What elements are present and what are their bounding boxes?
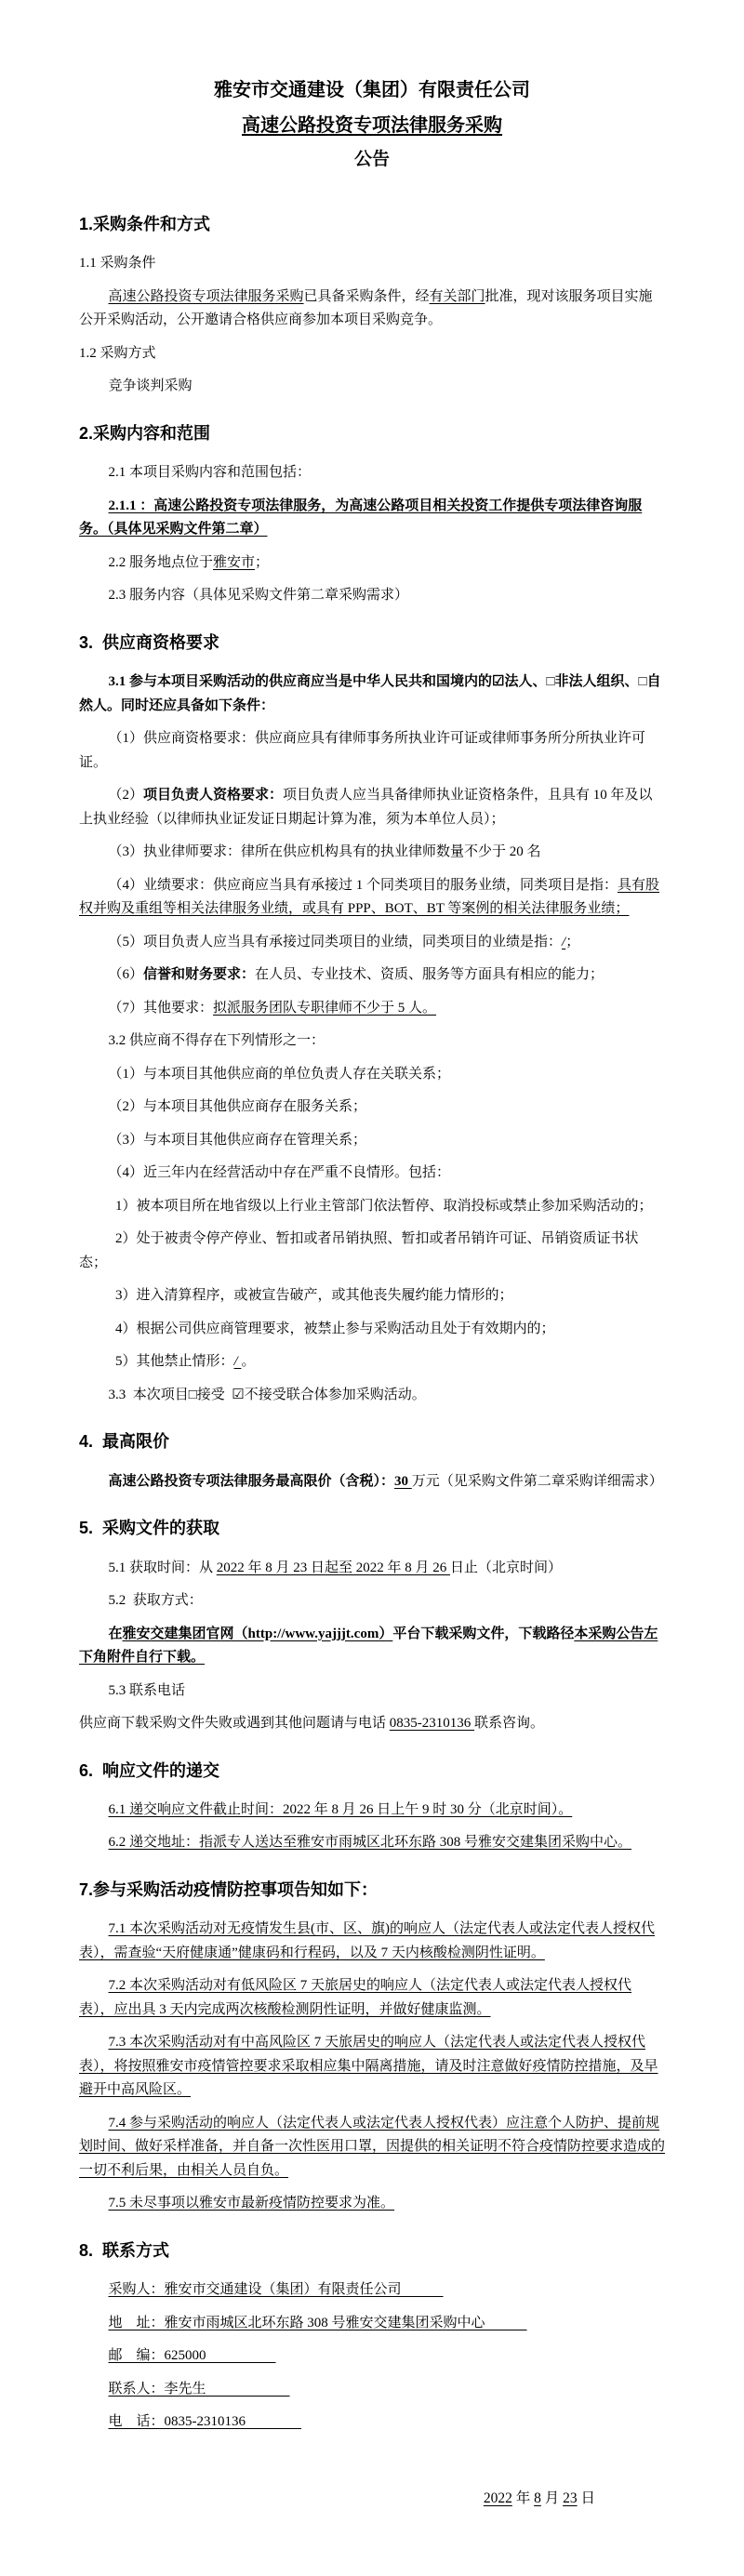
clause-3-2-item1 bbox=[79, 1063, 665, 1087]
text-run: 3. 供应商资格要求 bbox=[79, 632, 220, 652]
text-run: / bbox=[562, 934, 566, 949]
text-run: 拟派服务团队专职律师不少于 5 人。 bbox=[213, 1000, 437, 1016]
clause-3-1-item2 bbox=[79, 784, 665, 831]
contact-person bbox=[79, 2378, 665, 2402]
text-run: 公告 bbox=[353, 150, 390, 169]
clause-1-1-heading bbox=[79, 252, 665, 276]
clause-2-2 bbox=[79, 551, 665, 576]
text-run: 7.1 本次采购活动对无疫情发生县(市、区、旗)的响应人（法定代表人或法定代表人授权代表），需查验“天府健康通”健康码和行程码，以及 7 天内核酸检测阴性证明。 bbox=[79, 1921, 655, 1960]
text-run: 2.1.1 ：高速公路投资专项法律服务，为高速公路项目相关投资工作提供专项法律咨询服务。（具体见采购文件第二章） bbox=[79, 498, 643, 538]
section-3-heading bbox=[79, 632, 665, 654]
text-run: 年 bbox=[512, 2490, 535, 2506]
clause-3-1-item7 bbox=[79, 997, 665, 1021]
text-run: 3.1 参与本项目采购活动的供应商应当是中华人民共和国境内的☑法人、□非法人组织、□自然人。同时还应具备如下条件： bbox=[79, 674, 661, 713]
text-run: 1.2 采购方式 bbox=[79, 345, 156, 361]
clause-7-4 bbox=[79, 2112, 665, 2184]
text-run: 2022 bbox=[483, 2490, 512, 2506]
text-run: （7）其他要求： bbox=[108, 1000, 214, 1016]
text-run: （3）执业律师要求：律所在供应机构具有的执业律师数量不少于 20 名 bbox=[108, 844, 541, 860]
clause-6-2 bbox=[79, 1831, 665, 1855]
clause-6-1 bbox=[79, 1799, 665, 1823]
text-run: 2.2 服务地点位于 bbox=[108, 554, 214, 570]
section-6-heading bbox=[79, 1760, 665, 1782]
text-run: 2.1 本项目采购内容和范围包括： bbox=[108, 465, 312, 481]
clause-4-body bbox=[79, 1470, 665, 1494]
text-run: 高速公路投资专项法律服务采购 bbox=[242, 115, 502, 136]
text-run: 2.采购内容和范围 bbox=[79, 423, 211, 443]
doc-title-line1 bbox=[79, 73, 665, 108]
section-7-heading bbox=[79, 1879, 665, 1901]
text-run: 4）根据公司供应商管理要求，被禁止参与采购活动且处于有效期内的； bbox=[115, 1321, 555, 1336]
text-run: 6.1 递交响应文件截止时间：2022 年 8 月 26 日上午 9 时 30 分（北京时间）。 bbox=[108, 1801, 573, 1817]
text-run: 批准，现对该服务项目实施公开采购活动，公开邀请合格供应商参加本项目采购竞争。 bbox=[79, 288, 653, 328]
clause-3-2 bbox=[79, 1029, 665, 1054]
text-run: （1）与本项目其他供应商的单位负责人存在关联关系； bbox=[108, 1066, 451, 1082]
text-run: 5.1 获取时间：从 bbox=[108, 1560, 217, 1575]
clause-5-3-body bbox=[79, 1712, 665, 1736]
text-run: 5.3 联系电话 bbox=[108, 1682, 186, 1698]
text-run: 邮 编：625000 bbox=[108, 2348, 276, 2364]
contact-address bbox=[79, 2312, 665, 2336]
text-run: 地 址：雅安市雨城区北环东路 308 号雅安交建集团采购中心 bbox=[108, 2315, 527, 2330]
clause-3-1-item1 bbox=[79, 727, 665, 775]
text-run: 2.3 服务内容（具体见采购文件第二章采购需求） bbox=[108, 588, 409, 604]
doc-date bbox=[79, 2487, 665, 2511]
text-run: 雅安市 bbox=[213, 554, 256, 570]
clause-3-3 bbox=[79, 1384, 665, 1408]
text-run: 7.3 本次采购活动对有中高风险区 7 天旅居史的响应人（法定代表人或法定代表人授权代表），将按照雅安市疫情管控要求采取相应集中隔离措施，请及时注意做好疫情防控措施，及早避开中高风险区。 bbox=[79, 2035, 658, 2098]
section-2-heading bbox=[79, 423, 665, 445]
text-run: 竞争谈判采购 bbox=[108, 378, 193, 394]
text-run: 3）进入清算程序，或被宣告破产，或其他丧失履约能力情形的； bbox=[115, 1288, 513, 1304]
clause-7-5 bbox=[79, 2192, 665, 2216]
clause-5-2-heading bbox=[79, 1589, 665, 1613]
text-run: （6） bbox=[108, 967, 144, 983]
text-run: 8. 联系方式 bbox=[79, 2240, 170, 2260]
text-run: 3.3 本次项目□接受 ☑不接受联合体参加采购活动。 bbox=[108, 1387, 426, 1402]
clause-3-2-item4 bbox=[79, 1162, 665, 1186]
text-run: 万元（见采购文件第二章采购详细需求） bbox=[411, 1473, 663, 1489]
text-run: 1）被本项目所在地省级以上行业主管部门依法暂停、取消投标或禁止参加采购活动的； bbox=[115, 1198, 653, 1214]
text-run: 联系咨询。 bbox=[474, 1716, 545, 1732]
clause-3-2-item4-sub3 bbox=[79, 1284, 665, 1308]
text-run: 5. 采购文件的获取 bbox=[79, 1519, 220, 1538]
clause-3-2-item2 bbox=[79, 1095, 665, 1120]
clause-1-2-heading bbox=[79, 342, 665, 366]
text-run: （2） bbox=[108, 788, 144, 803]
clause-3-1-item4 bbox=[79, 874, 665, 922]
clause-5-3-heading bbox=[79, 1680, 665, 1704]
text-run: （4）业绩要求：供应商应当具有承接过 1 个同类项目的服务业绩，同类项目是指： bbox=[108, 877, 618, 893]
clause-3-1-item5 bbox=[79, 931, 665, 955]
text-run: （3）与本项目其他供应商存在管理关系； bbox=[108, 1132, 367, 1148]
clause-5-1 bbox=[79, 1557, 665, 1581]
clause-3-2-item4-sub1 bbox=[79, 1195, 665, 1219]
contact-phone bbox=[79, 2410, 665, 2435]
clause-3-1 bbox=[79, 671, 665, 718]
clause-1-2-body bbox=[79, 375, 665, 399]
section-4-heading bbox=[79, 1431, 665, 1453]
text-run: 联系人：李先生 bbox=[108, 2381, 290, 2397]
text-run: （2）与本项目其他供应商存在服务关系； bbox=[108, 1099, 367, 1115]
text-run: 1.采购条件和方式 bbox=[79, 215, 211, 234]
clause-2-3 bbox=[79, 584, 665, 608]
clause-7-3 bbox=[79, 2031, 665, 2103]
text-run: 信誉和财务要求： bbox=[143, 967, 256, 983]
clause-3-2-item3 bbox=[79, 1129, 665, 1153]
text-run: 高速公路投资专项法律服务采购 bbox=[108, 288, 304, 304]
clause-3-2-item4-sub5 bbox=[79, 1350, 665, 1374]
clause-2-1 bbox=[79, 461, 665, 485]
text-run: （4）近三年内在经营活动中存在严重不良情形。包括： bbox=[108, 1165, 451, 1181]
doc-title-line2 bbox=[79, 108, 665, 143]
text-run: 采购人：雅安市交通建设（集团）有限责任公司 bbox=[108, 2282, 444, 2298]
clause-3-2-item4-sub2 bbox=[79, 1228, 665, 1275]
text-run: 项目负责人应当具备律师执业证资格条件，且具有 10 年及以上执业经验（以律师执业证发证日期起计算为准，须为本单位人员）； bbox=[79, 788, 653, 827]
text-run: 2022 年 8 月 23 日起至 2022 年 8 月 26 bbox=[216, 1560, 451, 1575]
text-run: 日 bbox=[577, 2490, 595, 2506]
contact-purchaser bbox=[79, 2278, 665, 2303]
text-run: 平台下载采购文件，下载路径 bbox=[392, 1626, 575, 1641]
text-run: 在人员、专业技术、资质、服务等方面具有相应的能力； bbox=[255, 967, 604, 983]
text-run: 0835-2310136 bbox=[389, 1716, 475, 1732]
text-run: 雅安市交通建设（集团）有限责任公司 bbox=[214, 80, 530, 100]
text-run: 。 bbox=[241, 1354, 256, 1370]
text-run: / bbox=[233, 1354, 242, 1370]
text-run: 雅安交建集团官网（http://www.yajjjt.com） bbox=[122, 1626, 393, 1641]
text-run: 5.2 获取方式： bbox=[108, 1593, 203, 1609]
text-run: 已具备采购条件，经 bbox=[303, 288, 430, 304]
text-run: 7.2 本次采购活动对有低风险区 7 天旅居史的响应人（法定代表人或法定代表人授权代表），应出具 3 天内完成两次核酸检测阴性证明，并做好健康监测。 bbox=[79, 1978, 632, 2017]
clause-7-2 bbox=[79, 1974, 665, 2022]
text-run: 具有股权并购及重组等相关法律服务业绩，或具有 PPP、BOT、BT 等案例的相关法律服务业绩； bbox=[79, 877, 660, 917]
text-run: 30 bbox=[394, 1473, 412, 1489]
clause-3-2-item4-sub4 bbox=[79, 1318, 665, 1342]
section-5-heading bbox=[79, 1518, 665, 1539]
doc-title-line3 bbox=[79, 143, 665, 177]
clause-5-2-body bbox=[79, 1623, 665, 1670]
text-run: 6.2 递交地址：指派专人送达至雅安市雨城区北环东路 308 号雅安交建集团采购中心。 bbox=[108, 1835, 632, 1851]
text-run: 在 bbox=[108, 1626, 123, 1641]
text-run: 3.2 供应商不得存在下列情形之一： bbox=[108, 1033, 326, 1049]
text-run: 月 bbox=[540, 2490, 564, 2506]
text-run: 电 话：0835-2310136 bbox=[108, 2414, 301, 2430]
clause-3-1-item6 bbox=[79, 963, 665, 988]
text-run: 高速公路投资专项法律服务最高限价（含税）： bbox=[108, 1473, 395, 1489]
text-run: 7.参与采购活动疫情防控事项告知如下： bbox=[79, 1879, 379, 1899]
text-run: 23 bbox=[563, 2490, 578, 2506]
contact-zip bbox=[79, 2344, 665, 2369]
text-run: 项目负责人资格要求： bbox=[143, 788, 284, 803]
text-run: ； bbox=[255, 554, 270, 570]
text-run: 有关部门 bbox=[429, 288, 485, 304]
text-run: （1）供应商资格要求：供应商应具有律师事务所执业许可证或律师事务所分所执业许可证。 bbox=[79, 731, 646, 770]
section-8-heading bbox=[79, 2240, 665, 2262]
text-run: 7.4 参与采购活动的响应人（法定代表人或法定代表人授权代表）应注意个人防护、提前规划时间、做好采样准备，并自备一次性医用口罩，因提供的相关证明不符合疫情防控要求造成的一切不利后果，由相关人员自负。 bbox=[79, 2115, 666, 2178]
text-run: （5）项目负责人应当具有承接过同类项目的业绩，同类项目的业绩是指： bbox=[108, 934, 563, 949]
text-run: 本采购公告左下角附件自行下载。 bbox=[79, 1626, 658, 1666]
clause-3-1-item3 bbox=[79, 841, 665, 865]
text-run: 7.5 未尽事项以雅安市最新疫情防控要求为准。 bbox=[108, 2196, 395, 2211]
text-run: 日止（北京时间） bbox=[450, 1560, 563, 1575]
text-run: 供应商下载采购文件失败或遇到其他问题请与电话 bbox=[79, 1716, 390, 1732]
text-run: 2）处于被责令停产停业、暂扣或者吊销执照、暂扣或者吊销许可证、吊销资质证书状态； bbox=[79, 1231, 639, 1270]
text-run: 5）其他禁止情形： bbox=[115, 1354, 234, 1370]
text-run: 6. 响应文件的递交 bbox=[79, 1760, 220, 1780]
text-run: 4. 最高限价 bbox=[79, 1432, 170, 1452]
text-run: 1.1 采购条件 bbox=[79, 256, 156, 272]
text-run: 8 bbox=[534, 2490, 541, 2506]
section-1-heading bbox=[79, 214, 665, 235]
text-run: ； bbox=[565, 934, 580, 949]
clause-7-1 bbox=[79, 1918, 665, 1965]
clause-1-1-body bbox=[79, 285, 665, 333]
clause-2-1-1 bbox=[79, 495, 665, 542]
